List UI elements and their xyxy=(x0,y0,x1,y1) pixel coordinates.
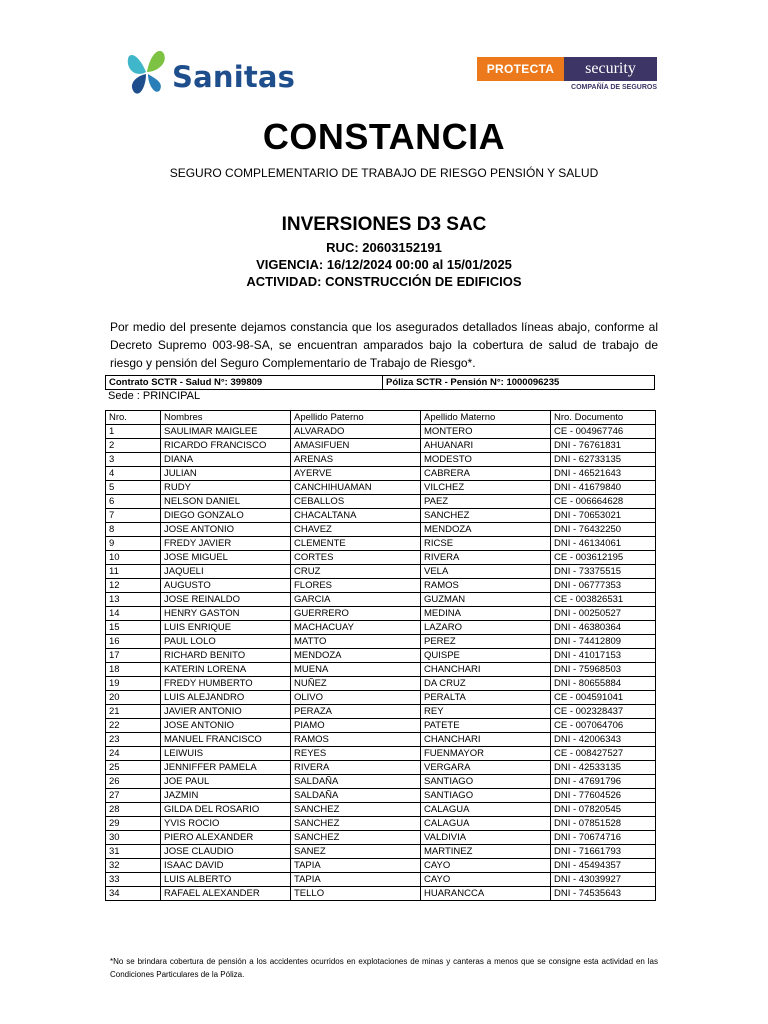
cell-nombres: JOE PAUL xyxy=(161,775,291,789)
cell-apellido-materno: CAYO xyxy=(421,873,551,887)
cell-apellido-materno: VILCHEZ xyxy=(421,481,551,495)
table-row xyxy=(106,775,656,789)
cell-nro: 32 xyxy=(106,859,161,873)
table-row xyxy=(106,635,656,649)
cell-nro: 19 xyxy=(106,677,161,691)
cell-apellido-paterno: AYERVE xyxy=(291,467,421,481)
cell-apellido-materno: MENDOZA xyxy=(421,523,551,537)
cell-apellido-paterno: CHACALTANA xyxy=(291,509,421,523)
cell-apellido-paterno: GUERRERO xyxy=(291,607,421,621)
cell-nro: 9 xyxy=(106,537,161,551)
cell-nro-documento: DNI - 07851528 xyxy=(551,817,656,831)
contract-info-box xyxy=(105,375,655,390)
cell-apellido-materno: VALDIVIA xyxy=(421,831,551,845)
cell-apellido-paterno: MUENA xyxy=(291,663,421,677)
company-activity: ACTIVIDAD: CONSTRUCCIÓN DE EDIFICIOS xyxy=(246,274,522,289)
cell-nro-documento: DNI - 41017153 xyxy=(551,649,656,663)
cell-apellido-materno: VERGARA xyxy=(421,761,551,775)
sanitas-wordmark: Sanitas xyxy=(172,60,296,94)
table-row xyxy=(106,453,656,467)
sede-label: Sede : PRINCIPAL xyxy=(108,390,201,402)
cell-nro-documento: DNI - 73375515 xyxy=(551,565,656,579)
cell-nombres: JULIAN xyxy=(161,467,291,481)
cell-nro: 18 xyxy=(106,663,161,677)
protecta-subtitle: COMPAÑÍA DE SEGUROS xyxy=(571,84,657,91)
cell-nro: 23 xyxy=(106,733,161,747)
cell-nombres: DIANA xyxy=(161,453,291,467)
cell-nombres: JOSE REINALDO xyxy=(161,593,291,607)
cell-nro-documento: DNI - 71661793 xyxy=(551,845,656,859)
footnote: *No se brindara cobertura de pensión a los accidentes ocurridos en explotaciones de minas y canteras a menos que se consigne esta actividad en las Condiciones Particulares de la Póliza. xyxy=(110,957,658,979)
cell-apellido-paterno: GARCIA xyxy=(291,593,421,607)
cell-apellido-materno: REY xyxy=(421,705,551,719)
table-row xyxy=(106,649,656,663)
cell-nro: 2 xyxy=(106,439,161,453)
cell-nro: 14 xyxy=(106,607,161,621)
header-apellido-materno: Apellido Materno xyxy=(421,411,551,425)
cell-apellido-paterno: SANEZ xyxy=(291,845,421,859)
cell-nombres: LEIWUIS xyxy=(161,747,291,761)
security-label: security xyxy=(564,57,657,81)
protecta-security-logo xyxy=(477,57,657,95)
cell-nro: 34 xyxy=(106,887,161,901)
cell-apellido-materno: LAZARO xyxy=(421,621,551,635)
cell-apellido-materno: RIVERA xyxy=(421,551,551,565)
cell-nro: 4 xyxy=(106,467,161,481)
cell-nro-documento: DNI - 07820545 xyxy=(551,803,656,817)
cell-apellido-materno: PAEZ xyxy=(421,495,551,509)
cell-apellido-materno: MONTERO xyxy=(421,425,551,439)
cell-nro-documento: DNI - 70653021 xyxy=(551,509,656,523)
cell-nro-documento: DNI - 76432250 xyxy=(551,523,656,537)
cell-nombres: RUDY xyxy=(161,481,291,495)
cell-nro: 27 xyxy=(106,789,161,803)
cell-nro: 28 xyxy=(106,803,161,817)
cell-nombres: RICHARD BENITO xyxy=(161,649,291,663)
cell-apellido-materno: PATETE xyxy=(421,719,551,733)
cell-nombres: JOSE CLAUDIO xyxy=(161,845,291,859)
cell-nro-documento: DNI - 80655884 xyxy=(551,677,656,691)
cell-apellido-paterno: PIAMO xyxy=(291,719,421,733)
cell-nombres: JOSE MIGUEL xyxy=(161,551,291,565)
table-header-row xyxy=(106,411,656,425)
cell-apellido-paterno: TAPIA xyxy=(291,873,421,887)
cell-apellido-paterno: ARENAS xyxy=(291,453,421,467)
table-row xyxy=(106,817,656,831)
cell-apellido-materno: HUARANCCA xyxy=(421,887,551,901)
cell-nro-documento: CE - 002328437 xyxy=(551,705,656,719)
cell-apellido-materno: FUENMAYOR xyxy=(421,747,551,761)
company-name: INVERSIONES D3 SAC xyxy=(281,214,487,235)
cell-nombres: RICARDO FRANCISCO xyxy=(161,439,291,453)
document-subtitle: SEGURO COMPLEMENTARIO DE TRABAJO DE RIESGO PENSIÓN Y SALUD xyxy=(169,166,599,180)
cell-apellido-paterno: SANCHEZ xyxy=(291,831,421,845)
cell-apellido-materno: MEDINA xyxy=(421,607,551,621)
cell-nombres: JOSE ANTONIO xyxy=(161,719,291,733)
cell-nombres: MANUEL FRANCISCO xyxy=(161,733,291,747)
cell-nro: 16 xyxy=(106,635,161,649)
cell-apellido-paterno: SALDAÑA xyxy=(291,775,421,789)
table-row xyxy=(106,747,656,761)
cell-nombres: YVIS ROCIO xyxy=(161,817,291,831)
table-row xyxy=(106,509,656,523)
cell-apellido-materno: MARTINEZ xyxy=(421,845,551,859)
table-row xyxy=(106,803,656,817)
cell-nombres: FREDY JAVIER xyxy=(161,537,291,551)
sanitas-butterfly-icon xyxy=(124,44,172,98)
cell-nro: 15 xyxy=(106,621,161,635)
cell-nro-documento: DNI - 75968503 xyxy=(551,663,656,677)
cell-nro-documento: DNI - 76761831 xyxy=(551,439,656,453)
cell-nombres: RAFAEL ALEXANDER xyxy=(161,887,291,901)
cell-apellido-paterno: RIVERA xyxy=(291,761,421,775)
table-row xyxy=(106,663,656,677)
cell-apellido-materno: CABRERA xyxy=(421,467,551,481)
cell-apellido-paterno: RAMOS xyxy=(291,733,421,747)
cell-apellido-materno: CALAGUA xyxy=(421,803,551,817)
cell-nombres: GILDA DEL ROSARIO xyxy=(161,803,291,817)
cell-nro: 22 xyxy=(106,719,161,733)
cell-nro: 3 xyxy=(106,453,161,467)
cell-nro: 25 xyxy=(106,761,161,775)
cell-nro-documento: DNI - 46521643 xyxy=(551,467,656,481)
cell-nombres: DIEGO GONZALO xyxy=(161,509,291,523)
cell-nombres: PIERO ALEXANDER xyxy=(161,831,291,845)
cell-nombres: ISAAC DAVID xyxy=(161,859,291,873)
cell-nombres: JENNIFFER PAMELA xyxy=(161,761,291,775)
cell-nombres: LUIS ALBERTO xyxy=(161,873,291,887)
cell-apellido-paterno: CORTES xyxy=(291,551,421,565)
cell-apellido-materno: SANTIAGO xyxy=(421,789,551,803)
cell-apellido-paterno: SANCHEZ xyxy=(291,803,421,817)
table-row xyxy=(106,481,656,495)
cell-nro-documento: CE - 004591041 xyxy=(551,691,656,705)
cell-nro: 26 xyxy=(106,775,161,789)
cell-nro: 21 xyxy=(106,705,161,719)
cell-apellido-materno: AHUANARI xyxy=(421,439,551,453)
cell-nro: 29 xyxy=(106,817,161,831)
cell-nombres: JOSE ANTONIO xyxy=(161,523,291,537)
table-row xyxy=(106,761,656,775)
cell-nro-documento: DNI - 43039927 xyxy=(551,873,656,887)
header-apellido-paterno: Apellido Paterno xyxy=(291,411,421,425)
cell-apellido-paterno: MACHACUAY xyxy=(291,621,421,635)
protecta-label: PROTECTA xyxy=(477,57,564,81)
cell-apellido-paterno: ALVARADO xyxy=(291,425,421,439)
cell-nro-documento: CE - 008427527 xyxy=(551,747,656,761)
cell-apellido-materno: RAMOS xyxy=(421,579,551,593)
cell-apellido-materno: CAYO xyxy=(421,859,551,873)
cell-nro: 20 xyxy=(106,691,161,705)
table-row xyxy=(106,705,656,719)
table-row xyxy=(106,719,656,733)
cell-nro-documento: DNI - 46134061 xyxy=(551,537,656,551)
cell-nro-documento: DNI - 47691796 xyxy=(551,775,656,789)
table-row xyxy=(106,859,656,873)
cell-apellido-paterno: MATTO xyxy=(291,635,421,649)
cell-apellido-materno: RICSE xyxy=(421,537,551,551)
cell-nro: 1 xyxy=(106,425,161,439)
cell-apellido-paterno: SALDAÑA xyxy=(291,789,421,803)
policy-validity: VIGENCIA: 16/12/2024 00:00 al 15/01/2025 xyxy=(256,257,512,272)
cell-nro-documento: DNI - 74535643 xyxy=(551,887,656,901)
cell-nro: 24 xyxy=(106,747,161,761)
cell-apellido-paterno: PERAZA xyxy=(291,705,421,719)
cell-nro: 30 xyxy=(106,831,161,845)
insured-table xyxy=(105,410,656,901)
cell-apellido-materno: CHANCHARI xyxy=(421,733,551,747)
cell-nro-documento: DNI - 00250527 xyxy=(551,607,656,621)
cell-nro-documento: CE - 007064706 xyxy=(551,719,656,733)
cell-nro-documento: DNI - 42533135 xyxy=(551,761,656,775)
cell-apellido-materno: PERALTA xyxy=(421,691,551,705)
cell-apellido-paterno: REYES xyxy=(291,747,421,761)
cell-apellido-paterno: CHAVEZ xyxy=(291,523,421,537)
cell-nombres: JAVIER ANTONIO xyxy=(161,705,291,719)
cell-nro: 33 xyxy=(106,873,161,887)
cell-apellido-materno: MODESTO xyxy=(421,453,551,467)
cell-nombres: KATERIN LORENA xyxy=(161,663,291,677)
cell-nro-documento: DNI - 46380364 xyxy=(551,621,656,635)
table-row xyxy=(106,439,656,453)
cell-nombres: NELSON DANIEL xyxy=(161,495,291,509)
cell-apellido-paterno: OLIVO xyxy=(291,691,421,705)
cell-apellido-paterno: MENDOZA xyxy=(291,649,421,663)
cell-apellido-materno: DA CRUZ xyxy=(421,677,551,691)
intro-paragraph: Por medio del presente dejamos constancia que los asegurados detallados líneas abajo, conforme al Decreto Supremo 003-98-SA, se encuentran amparados bajo la cobertura de salud de trabajo de riesgo y pensión del Seguro Complementario de Trabajo de Riesgo*. xyxy=(110,320,658,370)
table-row xyxy=(106,831,656,845)
cell-nro-documento: DNI - 74412809 xyxy=(551,635,656,649)
cell-nro: 31 xyxy=(106,845,161,859)
cell-nro-documento: DNI - 62733135 xyxy=(551,453,656,467)
table-row xyxy=(106,677,656,691)
cell-nombres: LUIS ALEJANDRO xyxy=(161,691,291,705)
cell-nro-documento: CE - 006664628 xyxy=(551,495,656,509)
cell-nro: 10 xyxy=(106,551,161,565)
cell-apellido-materno: QUISPE xyxy=(421,649,551,663)
table-row xyxy=(106,495,656,509)
cell-apellido-paterno: FLORES xyxy=(291,579,421,593)
contract-pension: Póliza SCTR - Pensión N°: 1000096235 xyxy=(386,377,560,388)
header-nro-documento: Nro. Documento xyxy=(551,411,656,425)
cell-nro-documento: DNI - 77604526 xyxy=(551,789,656,803)
table-row xyxy=(106,537,656,551)
cell-apellido-paterno: TAPIA xyxy=(291,859,421,873)
cell-nro: 12 xyxy=(106,579,161,593)
cell-nro-documento: DNI - 45494357 xyxy=(551,859,656,873)
table-row xyxy=(106,579,656,593)
header-nro: Nro. xyxy=(106,411,161,425)
cell-nombres: JAQUELI xyxy=(161,565,291,579)
cell-apellido-materno: SANTIAGO xyxy=(421,775,551,789)
cell-apellido-materno: GUZMAN xyxy=(421,593,551,607)
cell-apellido-materno: PEREZ xyxy=(421,635,551,649)
cell-apellido-paterno: SANCHEZ xyxy=(291,817,421,831)
cell-nro: 13 xyxy=(106,593,161,607)
cell-apellido-materno: CALAGUA xyxy=(421,817,551,831)
contract-salud: Contrato SCTR - Salud N°: 399809 xyxy=(106,376,383,389)
cell-apellido-paterno: CANCHIHUAMAN xyxy=(291,481,421,495)
cell-apellido-paterno: CLEMENTE xyxy=(291,537,421,551)
table-row xyxy=(106,691,656,705)
table-row xyxy=(106,845,656,859)
table-row xyxy=(106,551,656,565)
cell-nro: 7 xyxy=(106,509,161,523)
cell-nombres: HENRY GASTON xyxy=(161,607,291,621)
table-row xyxy=(106,467,656,481)
sanitas-logo xyxy=(124,44,296,98)
cell-nro-documento: DNI - 41679840 xyxy=(551,481,656,495)
table-row xyxy=(106,593,656,607)
cell-nro-documento: CE - 003826531 xyxy=(551,593,656,607)
header-nombres: Nombres xyxy=(161,411,291,425)
cell-apellido-materno: CHANCHARI xyxy=(421,663,551,677)
cell-apellido-paterno: CRUZ xyxy=(291,565,421,579)
table-row xyxy=(106,621,656,635)
cell-nombres: LUIS ENRIQUE xyxy=(161,621,291,635)
table-row xyxy=(106,523,656,537)
cell-apellido-paterno: NUÑEZ xyxy=(291,677,421,691)
table-row xyxy=(106,733,656,747)
cell-apellido-paterno: CEBALLOS xyxy=(291,495,421,509)
table-row xyxy=(106,789,656,803)
cell-nro: 11 xyxy=(106,565,161,579)
table-row xyxy=(106,607,656,621)
cell-nro: 17 xyxy=(106,649,161,663)
cell-nombres: FREDY HUMBERTO xyxy=(161,677,291,691)
table-row xyxy=(106,887,656,901)
cell-nombres: PAUL LOLO xyxy=(161,635,291,649)
document-title: CONSTANCIA xyxy=(262,116,506,157)
cell-nro-documento: DNI - 06777353 xyxy=(551,579,656,593)
cell-nro: 6 xyxy=(106,495,161,509)
cell-apellido-materno: SANCHEZ xyxy=(421,509,551,523)
table-row xyxy=(106,873,656,887)
cell-nro-documento: DNI - 42006343 xyxy=(551,733,656,747)
cell-apellido-paterno: TELLO xyxy=(291,887,421,901)
cell-nro-documento: DNI - 70674716 xyxy=(551,831,656,845)
cell-nombres: JAZMIN xyxy=(161,789,291,803)
cell-nombres: SAULIMAR MAIGLEE xyxy=(161,425,291,439)
cell-apellido-materno: VELA xyxy=(421,565,551,579)
table-row xyxy=(106,425,656,439)
cell-nro-documento: CE - 004967746 xyxy=(551,425,656,439)
cell-nro: 8 xyxy=(106,523,161,537)
table-row xyxy=(106,565,656,579)
cell-nro-documento: CE - 003612195 xyxy=(551,551,656,565)
company-ruc: RUC: 20603152191 xyxy=(326,240,442,255)
cell-nro: 5 xyxy=(106,481,161,495)
cell-nombres: AUGUSTO xyxy=(161,579,291,593)
cell-apellido-paterno: AMASIFUEN xyxy=(291,439,421,453)
